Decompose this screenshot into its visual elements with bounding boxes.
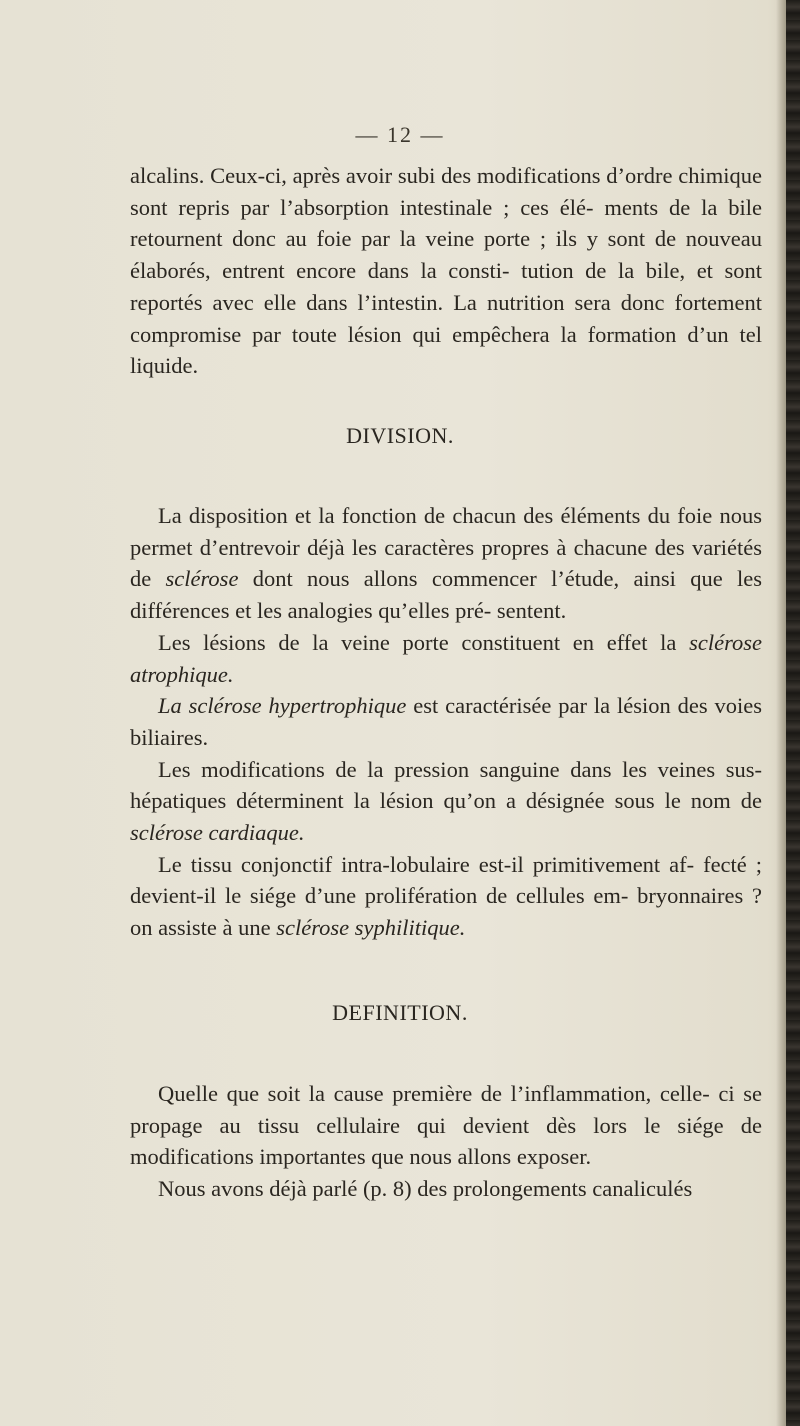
paragraph: Les lésions de la veine porte constituent en effet la sclérose atrophique. xyxy=(130,629,762,687)
paragraph: La sclérose hypertrophique est caractérisée par la lésion des voies biliaires. xyxy=(130,693,762,750)
definition-section xyxy=(130,1078,762,1205)
opening-paragraph xyxy=(130,160,762,382)
heading-division: DIVISION. xyxy=(346,423,454,448)
page-number: — 12 — xyxy=(355,122,445,147)
paragraph: La disposition et la fonction de chacun des éléments du foie nous permet d’entrevoir déjà les caractères propres à chacune des variétés de sclérose dont nous allons commencer l’étude, ainsi que les différences et les analogies qu’elles pré- sentent. xyxy=(130,503,762,624)
division-section xyxy=(130,500,762,944)
paragraph: Les modifications de la pression sanguine dans les veines sus-hépatiques déterminent la lésion qu’on a désignée sous le nom de sclérose cardiaque. xyxy=(130,756,762,846)
spine-shadow xyxy=(776,0,786,1426)
book-spine xyxy=(786,0,800,1426)
paragraph: Nous avons déjà parlé (p. 8) des prolongements canaliculés xyxy=(158,1176,693,1202)
paragraph: Le tissu conjonctif intra-lobulaire est-il primitivement af- fecté ; devient-il le siége d’une prolifération de cellules em- bryonnaires ? on assiste à une sclérose syphilitique. xyxy=(130,851,762,941)
heading-definition: DEFINITION. xyxy=(332,1000,468,1025)
paragraph: alcalins. Ceux-ci, après avoir subi des modifications d’ordre chimique sont repris par l’absorption intestinale ; ces élé- ments de la bile retournent donc au foie par la veine porte ; ils y sont de nouveau élaborés, entrent encore dans la consti- tution de la bile, et sont reportés avec elle dans l’intestin. La nutrition sera donc fortement compromise par toute lésion qui empêchera la formation d’un tel liquide. xyxy=(130,163,762,379)
paragraph: Quelle que soit la cause première de l’inflammation, celle- ci se propage au tissu cellulaire qui devient dès lors le siége de modifications importantes que nous allons exposer. xyxy=(130,1081,762,1170)
